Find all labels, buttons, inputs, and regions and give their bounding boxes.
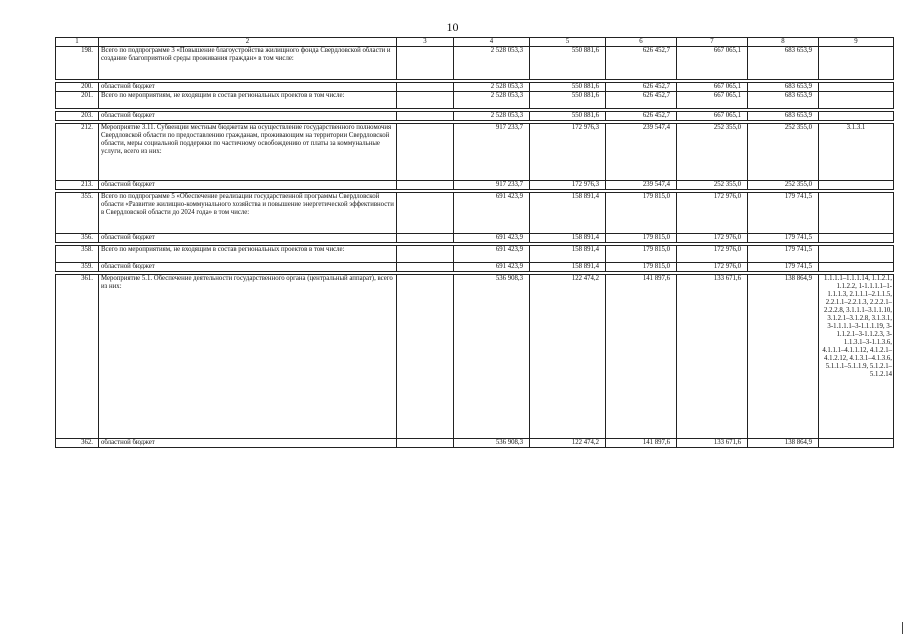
cell-year-1: 550 881,6 (530, 47, 606, 80)
row-description: Мероприятие 5.1. Обеспечение деятельности государственного органа (центральный аппарат), всего из них: (99, 275, 397, 439)
cell-year-1: 550 881,6 (530, 92, 606, 109)
column-header: 4 (454, 38, 530, 47)
column-header: 9 (819, 38, 894, 47)
cell-year-3: 172 976,0 (677, 263, 748, 272)
table-row (56, 112, 894, 121)
row-number: 355. (56, 193, 99, 234)
row-number: 361. (56, 275, 99, 439)
cell-year-2: 626 452,7 (606, 112, 677, 121)
row-number: 359. (56, 263, 99, 272)
cell-target-ref (819, 47, 894, 80)
cell (397, 439, 454, 448)
budget-table (55, 37, 894, 448)
column-header: 5 (530, 38, 606, 47)
cell-year-3: 172 976,0 (677, 246, 748, 263)
column-header: 8 (748, 38, 819, 47)
column-header: 7 (677, 38, 748, 47)
cell (397, 47, 454, 80)
cell-year-2: 626 452,7 (606, 92, 677, 109)
cell-total: 2 528 053,3 (454, 83, 530, 92)
cell-year-2: 626 452,7 (606, 47, 677, 80)
edge-mark (902, 622, 903, 634)
cell-total: 691 423,9 (454, 234, 530, 243)
cell-total: 917 233,7 (454, 181, 530, 190)
cell-year-3: 172 976,0 (677, 193, 748, 234)
cell (397, 263, 454, 272)
row-description: областной бюджет (99, 263, 397, 272)
cell-year-1: 158 891,4 (530, 263, 606, 272)
cell-year-2: 239 547,4 (606, 181, 677, 190)
cell-year-1: 158 891,4 (530, 193, 606, 234)
row-number: 213. (56, 181, 99, 190)
cell-year-3: 252 355,0 (677, 124, 748, 181)
table-row (56, 263, 894, 272)
cell-year-3: 667 065,1 (677, 112, 748, 121)
cell (397, 83, 454, 92)
cell-year-2: 239 547,4 (606, 124, 677, 181)
cell-year-4: 683 653,9 (748, 92, 819, 109)
table-row (56, 193, 894, 234)
table-row (56, 234, 894, 243)
cell (397, 181, 454, 190)
cell-year-2: 141 897,6 (606, 275, 677, 439)
cell-year-1: 158 891,4 (530, 246, 606, 263)
table-row (56, 47, 894, 80)
cell-year-3: 667 065,1 (677, 83, 748, 92)
cell-year-4: 138 864,9 (748, 439, 819, 448)
cell (397, 124, 454, 181)
cell-year-2: 141 897,6 (606, 439, 677, 448)
table-row (56, 275, 894, 439)
cell-year-3: 252 355,0 (677, 181, 748, 190)
cell-year-3: 667 065,1 (677, 47, 748, 80)
cell-target-ref (819, 439, 894, 448)
cell-year-4: 683 653,9 (748, 112, 819, 121)
cell-year-4: 179 741,5 (748, 246, 819, 263)
cell-total: 2 528 053,3 (454, 92, 530, 109)
header-row (56, 38, 894, 47)
row-description: областной бюджет (99, 234, 397, 243)
cell-year-2: 179 815,0 (606, 263, 677, 272)
cell-total: 691 423,9 (454, 263, 530, 272)
cell-target-ref (819, 246, 894, 263)
page-number: 10 (446, 20, 459, 34)
cell-year-1: 122 474,2 (530, 439, 606, 448)
row-number: 356. (56, 234, 99, 243)
row-number: 200. (56, 83, 99, 92)
cell-year-1: 172 976,3 (530, 181, 606, 190)
cell-target-ref (819, 92, 894, 109)
row-description: Всего по мероприятиям, не входящим в состав региональных проектов в том числе: (99, 246, 397, 263)
cell-total: 2 528 053,3 (454, 112, 530, 121)
column-header: 6 (606, 38, 677, 47)
cell-total: 917 233,7 (454, 124, 530, 181)
cell-year-1: 122 474,2 (530, 275, 606, 439)
row-description: Всего по подпрограмме 3 «Повышение благоустройства жилищного фонда Свердловской области и создание благоприятной среды проживания граждан» в том числе: (99, 47, 397, 80)
cell-year-4: 179 741,5 (748, 193, 819, 234)
cell-year-1: 550 881,6 (530, 83, 606, 92)
cell-year-2: 179 815,0 (606, 234, 677, 243)
column-header: 1 (56, 38, 99, 47)
cell-year-1: 158 891,4 (530, 234, 606, 243)
row-number: 212. (56, 124, 99, 181)
row-number: 203. (56, 112, 99, 121)
row-description: Мероприятие 3.11. Субвенции местным бюджетам на осуществление государственного полномочия Свердловской области по предоставлению гражданам, проживающим на территории Свердловской области, меры социальной поддержки по частичному освобождению от платы за коммунальные услуги, всего из них: (99, 124, 397, 181)
cell-year-4: 683 653,9 (748, 83, 819, 92)
cell (397, 193, 454, 234)
cell-target-ref (819, 193, 894, 234)
cell-year-3: 667 065,1 (677, 92, 748, 109)
cell-total: 536 908,3 (454, 275, 530, 439)
row-number: 201. (56, 92, 99, 109)
cell-year-1: 550 881,6 (530, 112, 606, 121)
cell-year-3: 172 976,0 (677, 234, 748, 243)
cell-target-ref (819, 181, 894, 190)
row-description: областной бюджет (99, 112, 397, 121)
cell-year-2: 179 815,0 (606, 246, 677, 263)
table-row (56, 181, 894, 190)
cell-target-ref: 1.1.1.1–1.1.1.14, 1.1.2.1, 1.1.2.2, 1-1.1.1.1–1-1.1.1.3, 2.1.1.1–2.1.1.5, 2.2.1.1–2.2.1.3, 2.2.2.1–2.2.2.8, 3.1.1.1–3.1.1.10, 3.1.2.1–3.1.2.8, 3.1.3.1, 3-1.1.1.1–3-1.1.1.19, 3-1.1.2.1–3-1.1.2.3, 3-1.1.3.1–3-1.1.3.6, 4.1.1.1–4.1.1.12, 4.1.2.1–4.1.2.12, 4.1.3.1–4.1.3.6, 5.1.1.1–5.1.1.9, 5.1.2.1–5.1.2.14 (819, 275, 894, 439)
table-row (56, 92, 894, 109)
cell-total: 2 528 053,3 (454, 47, 530, 80)
row-description: областной бюджет (99, 439, 397, 448)
cell (397, 246, 454, 263)
table-row (56, 124, 894, 181)
cell-year-4: 252 355,0 (748, 181, 819, 190)
cell (397, 234, 454, 243)
cell-year-1: 172 976,3 (530, 124, 606, 181)
cell-total: 691 423,9 (454, 193, 530, 234)
table-row (56, 246, 894, 263)
column-header: 3 (397, 38, 454, 47)
cell-year-3: 133 671,6 (677, 439, 748, 448)
row-description: областной бюджет (99, 83, 397, 92)
cell (397, 275, 454, 439)
cell-year-4: 683 653,9 (748, 47, 819, 80)
cell-total: 691 423,9 (454, 246, 530, 263)
table-row (56, 439, 894, 448)
cell (397, 112, 454, 121)
cell-year-4: 252 355,0 (748, 124, 819, 181)
cell-target-ref: 3.1.3.1 (819, 124, 894, 181)
row-description: областной бюджет (99, 181, 397, 190)
cell-year-4: 179 741,5 (748, 263, 819, 272)
table-row (56, 83, 894, 92)
cell-total: 536 908,3 (454, 439, 530, 448)
cell-target-ref (819, 112, 894, 121)
row-description: Всего по подпрограмме 5 «Обеспечение реализации государственной программы Свердловской области «Развитие жилищно-коммунального хозяйства и повышение энергетической эффективности в Свердловской области до 2024 года» в том числе: (99, 193, 397, 234)
cell-year-2: 179 815,0 (606, 193, 677, 234)
cell-year-4: 179 741,5 (748, 234, 819, 243)
cell-year-3: 133 671,6 (677, 275, 748, 439)
row-description: Всего по мероприятиям, не входящим в состав региональных проектов в том числе: (99, 92, 397, 109)
cell-target-ref (819, 263, 894, 272)
cell-target-ref (819, 83, 894, 92)
row-number: 358. (56, 246, 99, 263)
cell-year-4: 138 864,9 (748, 275, 819, 439)
cell (397, 92, 454, 109)
row-number: 198. (56, 47, 99, 80)
cell-year-2: 626 452,7 (606, 83, 677, 92)
column-header: 2 (99, 38, 397, 47)
cell-target-ref (819, 234, 894, 243)
row-number: 362. (56, 439, 99, 448)
